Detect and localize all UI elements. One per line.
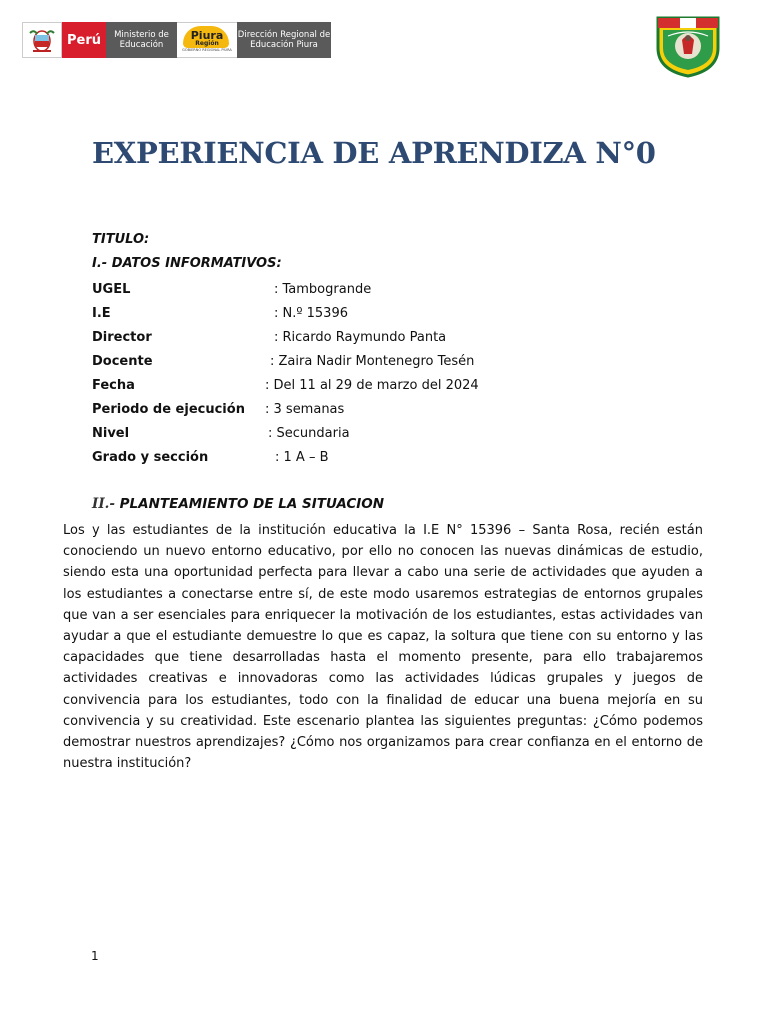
info-value: : Secundaria [268,426,350,441]
page-number: 1 [91,949,99,963]
info-row-fecha [92,378,692,396]
info-row-ie [92,306,692,324]
piura-logo-sub: Región [195,40,219,47]
info-row-ugel [92,282,692,300]
info-label: Docente [92,354,153,369]
school-crest-icon [654,14,722,78]
peru-label: Perú [62,22,106,58]
info-row-director [92,330,692,348]
situation-paragraph: Los y las estudiantes de la institución educativa la I.E N° 15396 – Santa Rosa, recién están conociendo un nuevo entorno educativo, por ello no conocen las nuevas dinámicas de estudio, siendo esta una oportunidad perfecta para llevar a cabo una serie de actividades que ayuden a los estudiantes a conectarse entre sí, de este modo usaremos estrategias de entornos grupales que van a ser esenciales para enriquecer la motivación de los estudiantes, estas actividades van ayudar a que el estudiante demuestre lo que es capaz, la soltura que tiene con su entorno y las capacidades que tiene desarrolladas hasta el momento presente, para ello trabajaremos actividades creativas e innovadoras como las actividades lúdicas grupales y juegos de convivencia para los estudiantes, todo con la finalidad de educar una buena mejoría en su convivencia y su creatividad. Este escenario plantea las siguientes preguntas: ¿Cómo podemos demostrar nuestros aprendizajes? ¿Cómo nos organizamos para crear confianza en el entorno de nuestra institución? [63,523,703,772]
piura-logo-caption: GOBIERNO REGIONAL PIURA [182,48,232,52]
info-value: : N.º 15396 [274,306,348,321]
titulo-label: TITULO: [92,232,150,247]
info-label: Fecha [92,378,135,393]
section-2-heading [92,496,384,512]
info-value: : Zaira Nadir Montenegro Tesén [270,354,475,369]
ministry-label: Ministerio de Educación [106,22,177,58]
section-2-title: PLANTEAMIENTO DE LA SITUACION [119,496,385,512]
piura-logo-name: Piura [190,29,224,42]
info-value: : Ricardo Raymundo Panta [274,330,447,345]
section-2-number: II.- [92,496,115,512]
dre-label: Dirección Regional de Educación Piura [237,22,331,58]
info-label: Periodo de ejecución [92,402,245,417]
piura-region-logo [177,22,237,58]
peru-coat-of-arms-icon [22,22,62,58]
info-label: UGEL [92,282,131,297]
info-row-docente [92,354,692,372]
header-logo-strip [22,22,331,58]
info-label: I.E [92,306,111,321]
info-label: Nivel [92,426,130,441]
info-value: : 1 A – B [275,450,329,465]
datos-heading: I.- DATOS INFORMATIVOS: [92,256,282,271]
info-row-periodo [92,402,692,420]
document-title: EXPERIENCIA DE APRENDIZA N°0 [92,136,656,170]
info-value: : Del 11 al 29 de marzo del 2024 [265,378,479,393]
info-value: : Tambogrande [274,282,372,297]
info-label: Director [92,330,152,345]
info-row-grado [92,450,692,468]
info-row-nivel [92,426,692,444]
info-value: : 3 semanas [265,402,345,417]
info-label: Grado y sección [92,450,209,465]
